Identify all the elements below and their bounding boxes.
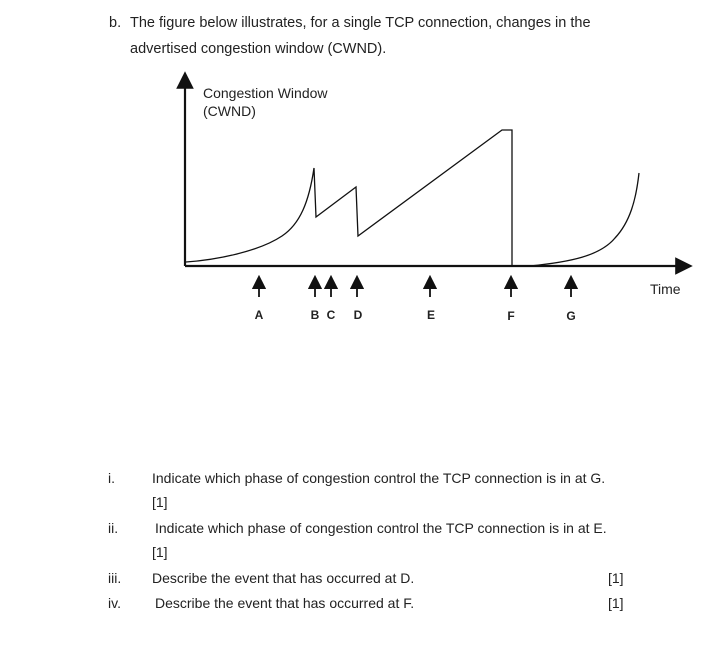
subquestion-1 [108, 466, 638, 514]
marker-e [427, 282, 435, 322]
subquestion-2 [108, 516, 638, 564]
subquestion-text: Indicate which phase of congestion control the TCP connection is in at E. [155, 520, 607, 536]
marker-c [327, 282, 336, 322]
subquestion-marks: [1] [152, 544, 168, 560]
marker-d [354, 282, 363, 322]
subquestion-3 [108, 566, 638, 590]
subquestion-text: Describe the event that has occurred at F. [155, 595, 415, 611]
subquestion-text: Describe the event that has occurred at D. [152, 570, 415, 586]
question-text-line1: The figure below illustrates, for a single TCP connection, changes in the [130, 15, 591, 31]
subquestion-number: iv. [108, 595, 121, 611]
y-axis-label-line2: (CWND) [203, 103, 256, 119]
marker-a [255, 282, 264, 322]
marker-f [507, 282, 514, 323]
marker-label-a: A [254, 308, 264, 322]
question-text-line2: advertised congestion window (CWND). [130, 41, 387, 57]
marker-label-c: C [326, 308, 336, 322]
subquestion-text: Indicate which phase of congestion control the TCP connection is in at G. [152, 470, 606, 486]
subquestion-4 [108, 591, 638, 615]
subquestion-marks: [1] [152, 494, 168, 510]
subquestion-number: ii. [108, 520, 119, 536]
marker-label-g: G [566, 309, 576, 323]
subquestion-marks: [1] [608, 595, 624, 611]
marker-label-f: F [507, 309, 515, 323]
subquestion-number: i. [108, 470, 115, 486]
question-label: b. [109, 15, 122, 31]
marker-g [566, 282, 575, 323]
subquestion-number: iii. [108, 570, 122, 586]
marker-label-b: B [310, 308, 320, 322]
subquestion-marks: [1] [608, 570, 624, 586]
marker-b [311, 282, 320, 322]
x-axis-label: Time [650, 281, 681, 297]
marker-label-e: E [426, 308, 436, 322]
y-axis-label-line1: Congestion Window [203, 85, 328, 101]
marker-label-d: D [353, 308, 363, 322]
cwnd-curve [186, 130, 639, 266]
